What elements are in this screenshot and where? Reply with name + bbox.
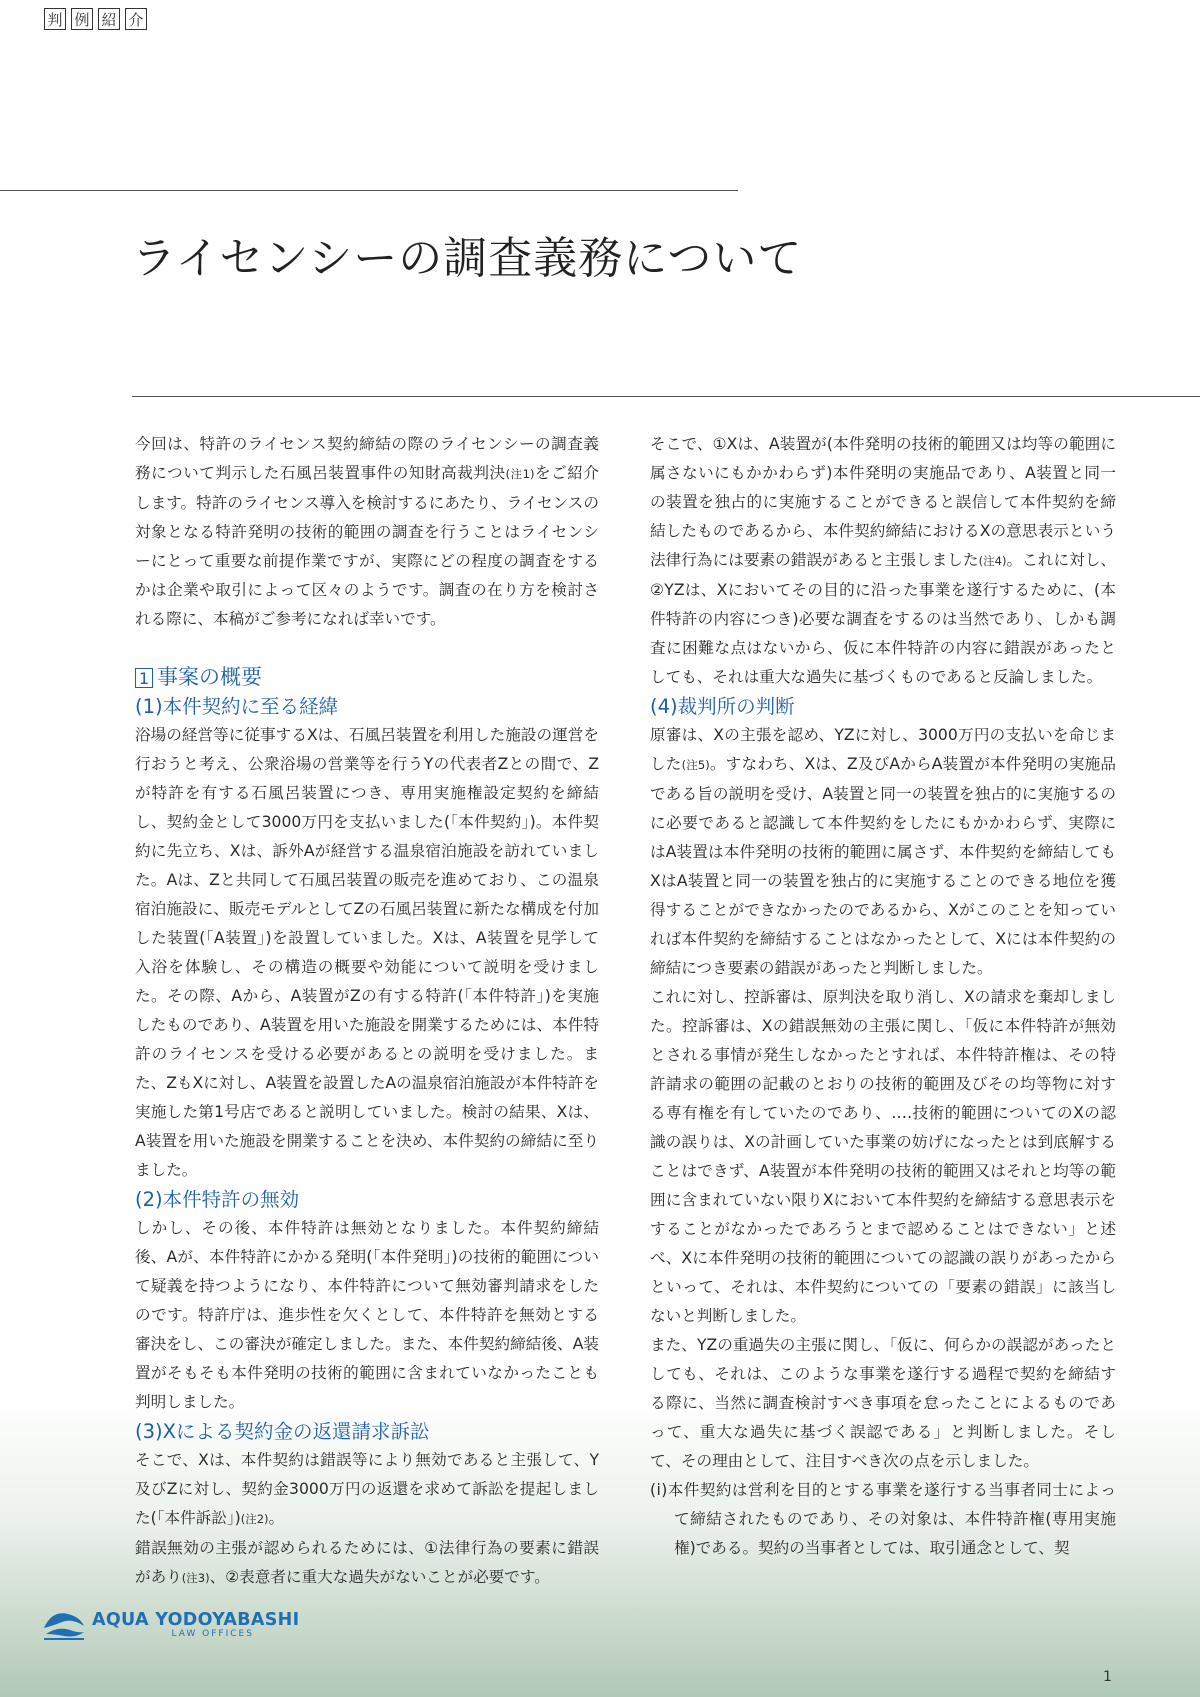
section-label [44, 8, 147, 30]
body-paragraph: そこで、Xは、本件契約は錯誤等により無効であると主張して、Y及びZに対し、契約金3000万円の返還を求めて訴訟を提起しました(「本件訴訟」)(注2)。 [135, 1451, 599, 1527]
wave-logo-icon [42, 1608, 86, 1642]
footnote-ref: (注4) [978, 554, 1007, 568]
label-char: 紹 [98, 8, 120, 30]
body-paragraph: しかし、その後、本件特許は無効となりました。本件契約締結後、Aが、本件特許にかかる発明(「本件発明」)の技術的範囲について疑義を持つようになり、本件特許について無効審判請求をしたのです。特許庁は、進歩性を欠くとして、本件特許を無効とする審決をし、この審決が確定しました。また、本件契約締結後、A装置がそもそも本件発明の技術的範囲に含まれていなかったことも判明しました。 [135, 1219, 599, 1411]
top-divider [0, 190, 738, 191]
left-column [135, 430, 599, 1593]
footnote-ref: (注3) [181, 1571, 210, 1585]
footnote-ref: (注1) [505, 467, 535, 481]
title-divider [132, 396, 1200, 397]
body-paragraph: また、YZの重過失の主張に関し、「仮に、何らかの誤認があったとしても、それは、このような事業を遂行する過程で契約を締結する際に、当然に調査検討すべき事項を怠ったことによるものであって、重大な過失に基づく誤認である」と判断しました。そして、その理由として、注目すべき次の点を示しました。 [650, 1336, 1116, 1470]
body-paragraph: 原審は、Xの主張を認め、YZに対し、3000万円の支払いを命じました(注5)。すなわち、Xは、Z及びAからA装置が本件発明の実施品である旨の説明を受け、A装置と同一の装置を独占的に実施するのに必要であると認識して本件契約をしたにもかかわらず、実際にはA装置は本件発明の技術的範囲に属さず、本件契約を締結してもXはA装置と同一の装置を独占的に実施することのできる地位を獲得することができなかったのであるから、Xがこのことを知っていれば本件契約を締結することはなかったとして、Xには本件契約の締結につき要素の錯誤があったと判断しました。 [650, 726, 1116, 977]
body-paragraph: 浴場の経営等に従事するXは、石風呂装置を利用した施設の運営を行おうと考え、公衆浴場の営業等を行うYの代表者Zとの間で、Zが特許を有する石風呂装置につき、専用実施権設定契約を締結し、契約金として3000万円を支払いました(「本件契約」)。本件契約に先立ち、Xは、訴外Aが経営する温泉宿泊施設を訪れていました。Aは、Zと共同して石風呂装置の販売を進めており、この温泉宿泊施設に、販売モデルとしてZの石風呂装置に新たな構成を付加した装置(「A装置」)を設置していました。Xは、A装置を見学して入浴を体験し、その構造の概要や効能について説明を受けました。その際、Aから、A装置がZの有する特許(「本件特許」)を実施したものであり、A装置を用いた施設を開業するためには、本件特許のライセンスを受ける必要があるとの説明を受けました。また、ZもXに対し、A装置を設置したAの温泉宿泊施設が本件特許を実施した第1号店であると説明していました。検討の結果、Xは、A装置を用いた施設を開業することを決め、本件契約の締結に至りました。 [135, 726, 599, 1179]
body-paragraph: 錯誤無効の主張が認められるためには、①法律行為の要素に錯誤があり(注3)、②表意者に重大な過失がないことが必要です。 [135, 1539, 599, 1586]
right-column [650, 430, 1116, 1563]
section-heading: 1 事案の概要 [135, 663, 599, 692]
section-number: 1 [135, 668, 153, 688]
subsection-heading: (3)Xによる契約金の返還請求訴訟 [135, 1420, 430, 1443]
subsection-heading: (4)裁判所の判断 [650, 695, 795, 718]
body-paragraph: そこで、①Xは、A装置が(本件発明の技術的範囲又は均等の範囲に属さないにもかかわらず)本件発明の実施品であり、A装置と同一の装置を独占的に実施することができると誤信して本件契約を締結したものであるから、本件契約締結におけるXの意思表示という法律行為には要素の錯誤があると主張しました(注4)。これに対し、②YZは、Xにおいてその目的に沿った事業を遂行するために、(本件特許の内容につき)必要な調査をするのは当然であり、しかも調査に困難な点はないから、仮に本件特許の内容に錯誤があったとしても、それは重大な過失に基づくものであると反論しました。 [650, 435, 1116, 686]
label-char: 例 [71, 8, 93, 30]
footnote-ref: (注5) [681, 758, 710, 772]
page-title: ライセンシーの調査義務について [132, 233, 803, 284]
firm-logo [42, 1608, 299, 1642]
intro-paragraph: 今回は、特許のライセンス契約締結の際のライセンシーの調査義務について判示した石風呂装置事件の知財高裁判決(注1)をご紹介します。特許のライセンス導入を検討するにあたり、ライセンスの対象となる特許発明の技術的範囲の調査を行うことはライセンシーにとって重要な前提作業ですが、実際にどの程度の調査をするかは企業や取引によって区々のようです。調査の在り方を検討される際に、本稿がご参考になれば幸いです。 [135, 435, 599, 628]
body-paragraph: これに対し、控訴審は、原判決を取り消し、Xの請求を棄却しました。控訴審は、Xの錯誤無効の主張に関し、「仮に本件特許が無効とされる事情が発生しなかったとすれば、本件特許権は、その特許請求の範囲の記載のとおりの技術的範囲及びその均等物に対する専有権を有していたのであり、‥‥技術的範囲についてのXの認識の誤りは、Xの計画していた事業の妨げになったとは到底解することはできず、A装置が本件発明の技術的範囲又はそれと均等の範囲に含まれていない限りXにおいて本件契約を締結する意思表示をすることがなかったであろうとまで認めることはできない」と述べ、Xに本件発明の技術的範囲についての認識の誤りがあったからといって、それは、本件契約についての「要素の錯誤」に該当しないと判断しました。 [650, 988, 1116, 1325]
label-char: 判 [44, 8, 66, 30]
subsection-heading: (2)本件特許の無効 [135, 1188, 300, 1211]
page-number: 1 [1103, 1669, 1112, 1685]
list-item: (ⅰ)本件契約は営利を目的とする事業を遂行する当事者同士によって締結されたものであり、その対象は、本件特許権(専用実施権)である。契約の当事者としては、取引通念として、契 [650, 1481, 1116, 1557]
logo-name: AQUA YODOYABASHI [92, 1610, 300, 1630]
logo-subtitle: LAW OFFICES [171, 1629, 254, 1639]
label-char: 介 [125, 8, 147, 30]
subsection-heading: (1)本件契約に至る経緯 [135, 695, 339, 718]
footnote-ref: (注2) [240, 1512, 269, 1526]
